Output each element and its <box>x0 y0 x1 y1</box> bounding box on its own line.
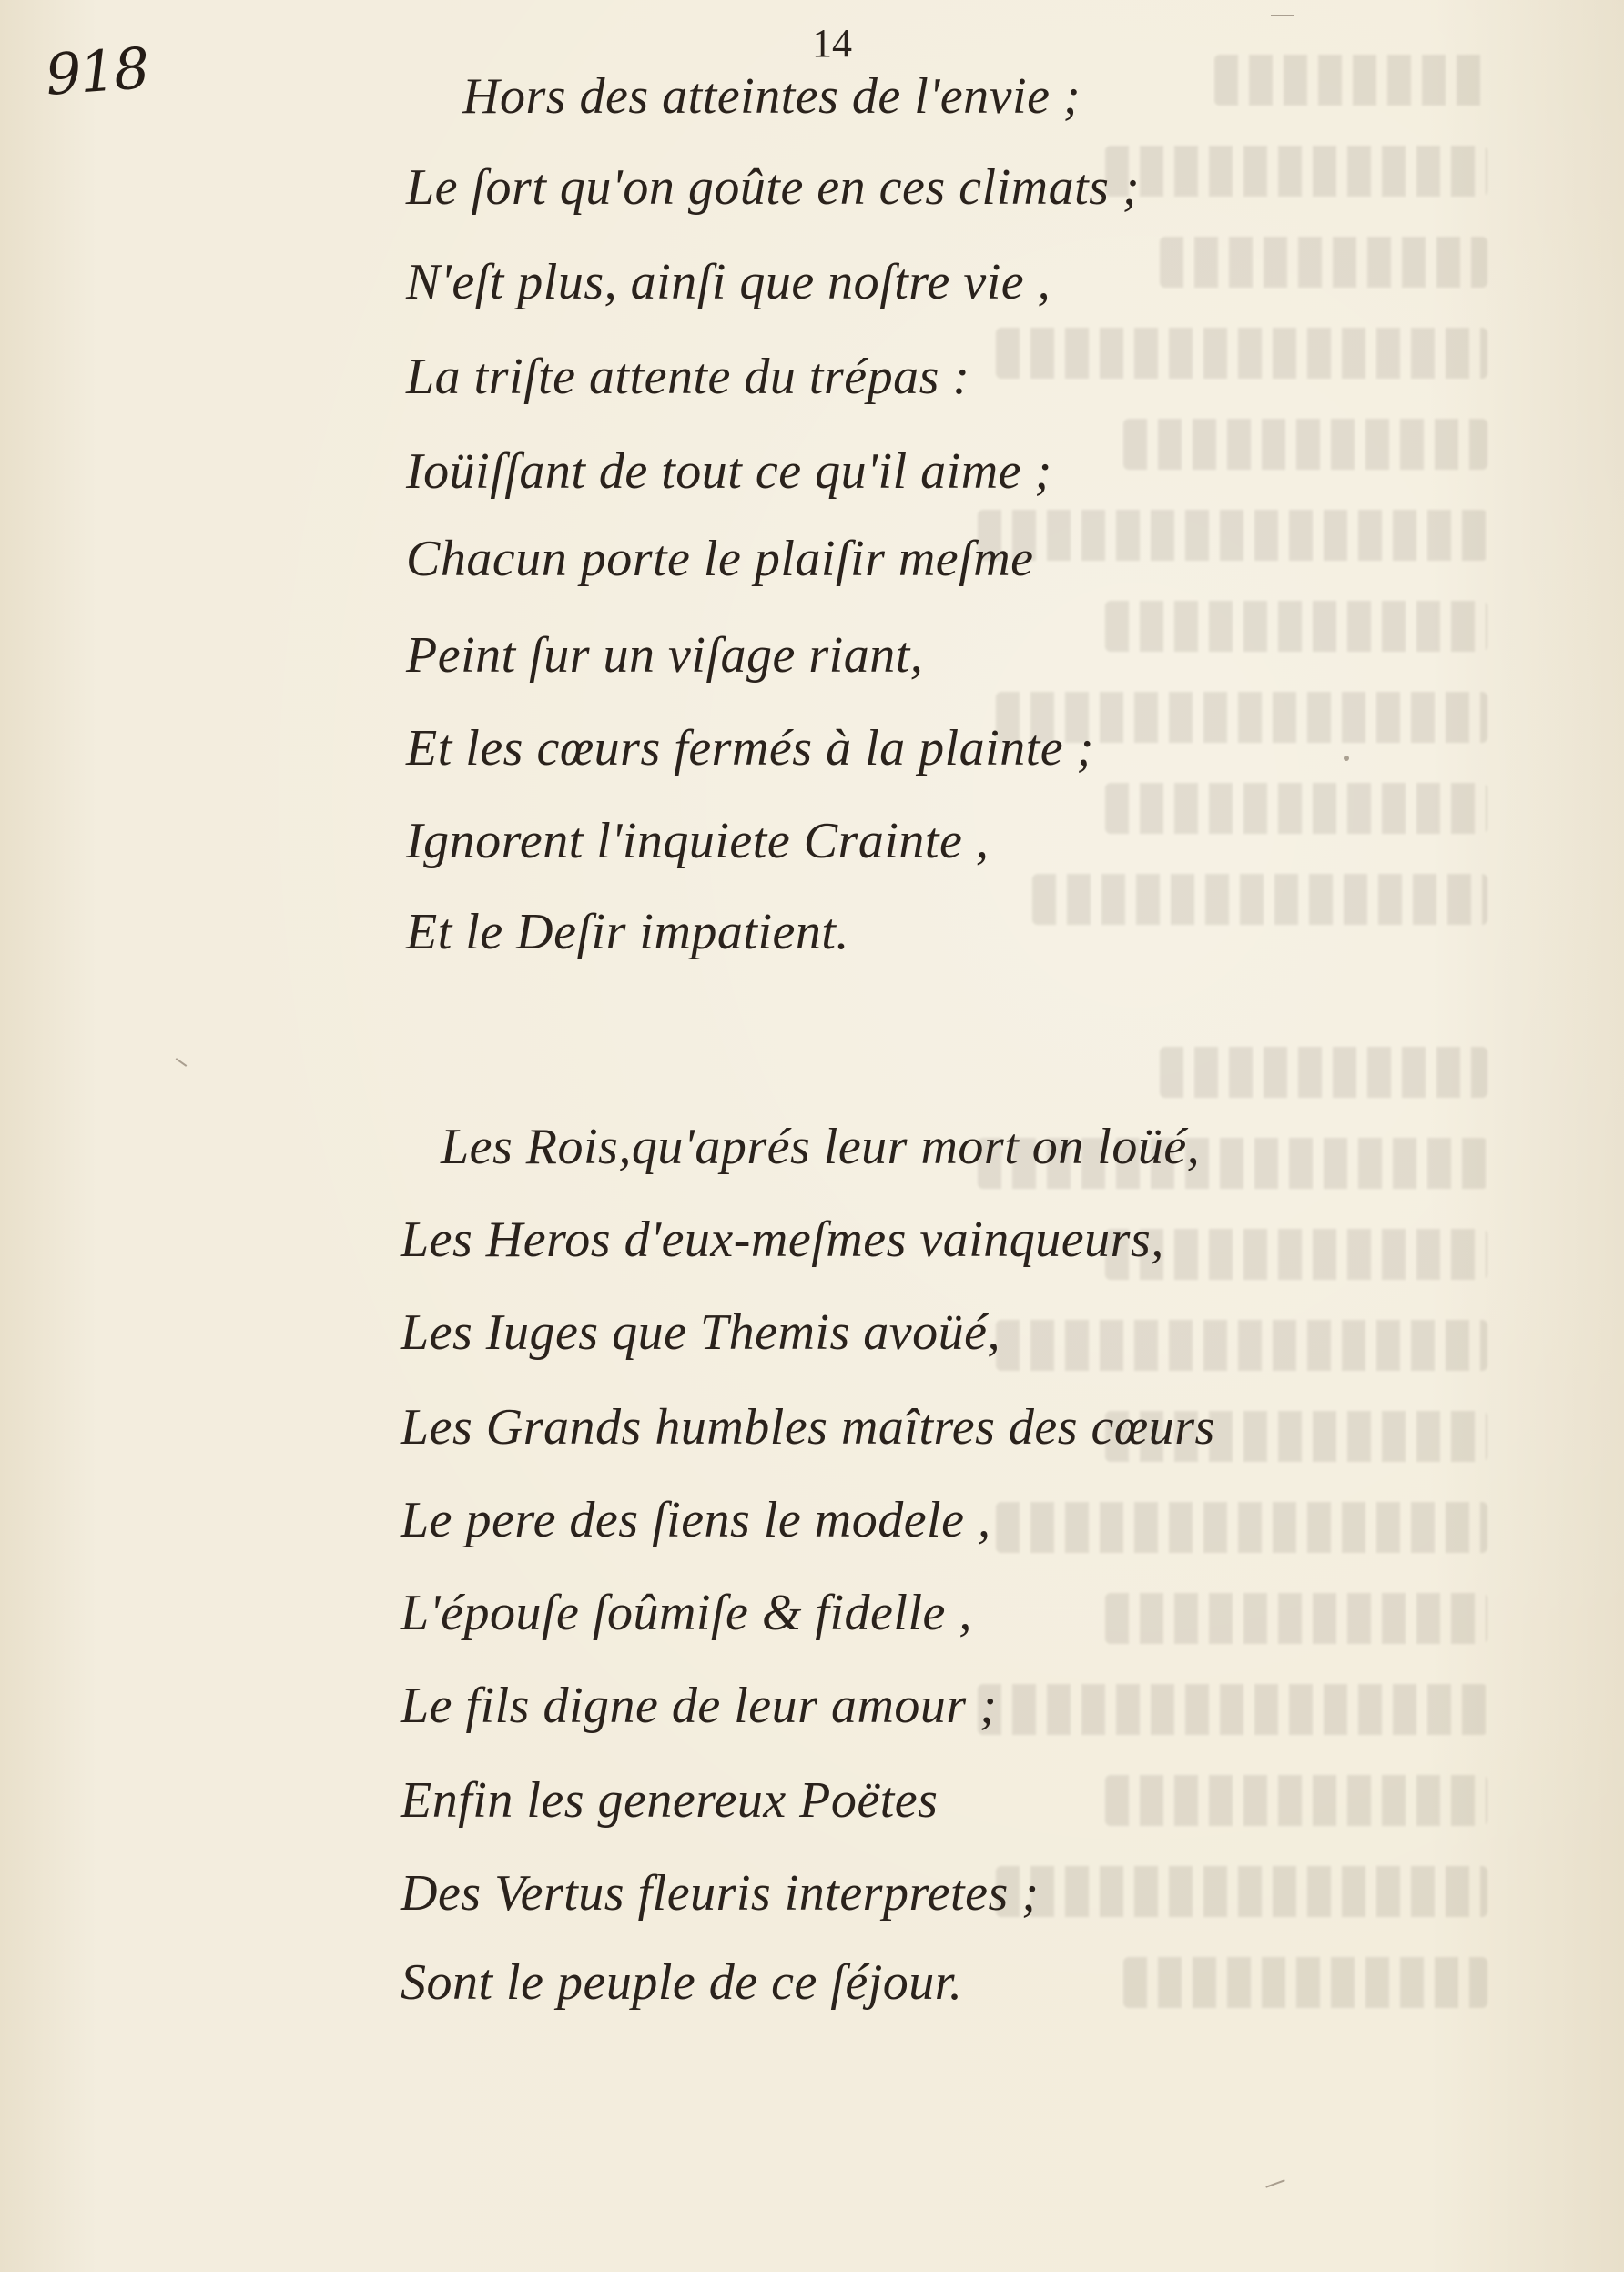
verse-line: Les Iuges que Themis avoüé, <box>401 1304 1000 1361</box>
verse-line: Les Heros d'eux-meſmes vainqueurs, <box>401 1212 1164 1268</box>
verse-line: Ignorent l'inquiete Crainte , <box>406 813 990 869</box>
speck-mark <box>1271 15 1294 16</box>
verse-line: Et le Deſir impatient. <box>406 904 849 960</box>
page-number: 14 <box>812 21 852 66</box>
verse-line: Hors des atteintes de l'envie ; <box>462 68 1081 125</box>
verse-line: Le ſort qu'on goûte en ces climats ; <box>406 159 1141 216</box>
verse-line: Enfin les genereux Poëtes <box>401 1772 939 1829</box>
verse-line: Le fils digne de leur amour ; <box>401 1678 998 1734</box>
verse-line: La triſte attente du trépas : <box>406 349 970 405</box>
verse-line: Ioüiſſant de tout ce qu'il aime ; <box>406 443 1052 500</box>
verse-line: Les Rois,qu'aprés leur mort on loüé, <box>441 1119 1201 1175</box>
verse-line: Des Vertus fleuris interpretes ; <box>401 1865 1040 1922</box>
verse-line: Les Grands humbles maîtres des cœurs <box>401 1399 1215 1456</box>
verse-line: Sont le peuple de ce ſéjour. <box>401 1954 963 2011</box>
verse-line: Le pere des ſiens le modele , <box>401 1492 991 1548</box>
verse-line: Chacun porte le plaiſir meſme <box>406 531 1034 587</box>
speck-mark <box>1265 2179 1284 2187</box>
verse-line: Peint ſur un viſage riant, <box>406 627 924 684</box>
verse-line: L'épouſe ſoûmiſe & fidelle , <box>401 1585 972 1641</box>
verse-line: N'eſt plus, ainſi que noſtre vie , <box>406 254 1051 310</box>
handwritten-folio-number: 918 <box>43 35 150 108</box>
bleed-through-texture <box>978 55 1487 2021</box>
speck-mark <box>176 1058 188 1067</box>
verse-line: Et les cœurs fermés à la plainte ; <box>406 720 1094 776</box>
speck-mark <box>1344 756 1349 761</box>
